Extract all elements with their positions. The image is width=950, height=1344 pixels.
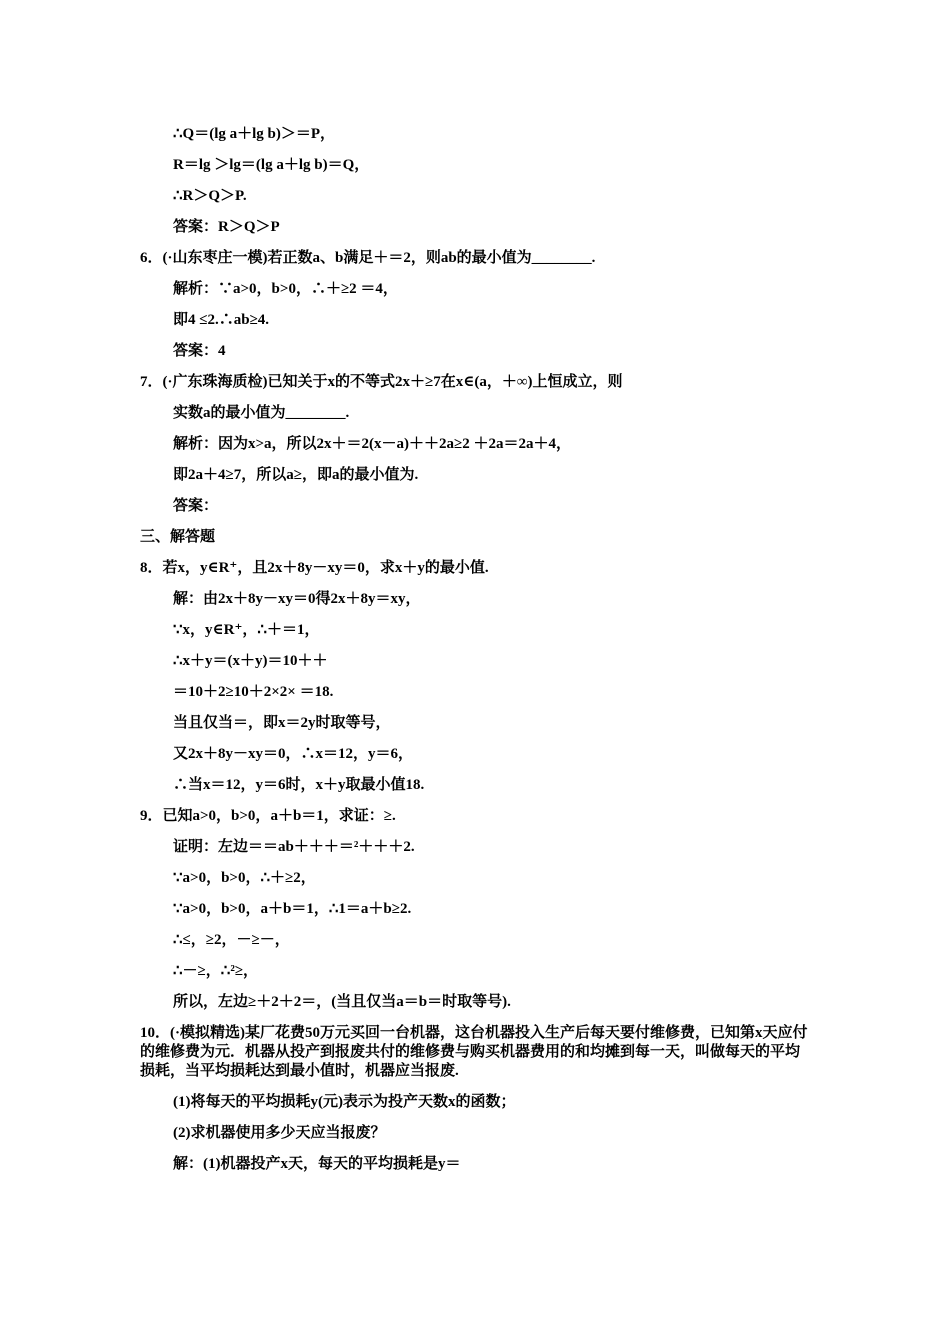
text-line: ∵a>0，b>0，∴＋≥2， bbox=[173, 870, 316, 886]
answer-line: 答案：R＞Q＞P bbox=[173, 219, 280, 235]
text-line: 即2a＋4≥7，所以a≥，即a的最小值为. bbox=[173, 467, 419, 483]
text-line: ∴x＋y＝(x＋y)＝10＋＋ bbox=[173, 653, 328, 669]
analysis-line: 解析：∵a>0，b>0，∴＋≥2 ＝4， bbox=[173, 281, 398, 297]
question-7: 7．(·广东珠海质检)已知关于x的不等式2x＋≥7在x∈(a，＋∞)上恒成立，则 bbox=[140, 374, 623, 390]
sub-question-1: (1)将每天的平均损耗y(元)表示为投产天数x的函数； bbox=[173, 1094, 516, 1110]
text-line: 所以，左边≥＋2＋2＝，(当且仅当a＝b＝时取等号). bbox=[173, 994, 511, 1010]
answer-line: 答案：4 bbox=[173, 343, 226, 359]
text-line: ＝10＋2≥10＋2×2× ＝18. bbox=[173, 684, 334, 700]
section-heading: 三、解答题 bbox=[140, 529, 216, 545]
solution-line: 解：(1)机器投产x天，每天的平均损耗是y＝ bbox=[173, 1156, 461, 1172]
text-line: 当且仅当＝，即x＝2y时取等号， bbox=[173, 715, 391, 731]
text-line: ∴≤，≥2，－≥－， bbox=[173, 932, 290, 948]
question-10: 10．(·模拟精选)某厂花费50万元买回一台机器，这台机器投入生产后每天要付维修费，已知第x天应付的维修费为元．机器从投产到报废共付的维修费与购买机器费用的和均摊到每一天，叫做每天的平均损耗，当平均损耗达到最小值时，机器应当报废. bbox=[140, 1025, 808, 1079]
question-7-continued: 实数a的最小值为________. bbox=[173, 405, 350, 421]
text-line: 即4 ≤2.∴ab≥4. bbox=[173, 312, 270, 328]
text-line: R＝lg ＞lg＝(lg a＋lg b)＝Q， bbox=[173, 157, 370, 173]
text-line: ∴Q＝(lg a＋lg b)＞＝P， bbox=[173, 126, 336, 142]
analysis-line: 解析：因为x>a，所以2x＋＝2(x－a)＋＋2a≥2 ＋2a＝2a＋4， bbox=[173, 436, 572, 452]
sub-question-2: (2)求机器使用多少天应当报废？ bbox=[173, 1125, 386, 1141]
question-8: 8．若x，y∈R⁺，且2x＋8y－xy＝0，求x＋y的最小值. bbox=[140, 560, 489, 576]
question-6: 6．(·山东枣庄一模)若正数a、b满足＋＝2，则ab的最小值为________. bbox=[140, 250, 596, 266]
proof-line: 证明：左边＝＝ab＋＋＋＝²＋＋＋2. bbox=[173, 839, 415, 855]
question-9: 9．已知a>0，b>0，a＋b＝1，求证：≥. bbox=[140, 808, 396, 824]
text-line: 又2x＋8y－xy＝0，∴x＝12，y＝6， bbox=[173, 746, 414, 762]
answer-line: 答案： bbox=[173, 498, 219, 514]
solution-line: 解：由2x＋8y－xy＝0得2x＋8y＝xy， bbox=[173, 591, 421, 607]
text-line: ∴R＞Q＞P. bbox=[173, 188, 247, 204]
text-line: ∵a>0，b>0，a＋b＝1，∴1＝a＋b≥2. bbox=[173, 901, 412, 917]
text-line: ∵x，y∈R⁺，∴＋＝1， bbox=[173, 622, 320, 638]
text-line: ∴－≥，∴²≥， bbox=[173, 963, 259, 979]
text-line: ∴当x＝12，y＝6时，x＋y取最小值18. bbox=[173, 777, 425, 793]
